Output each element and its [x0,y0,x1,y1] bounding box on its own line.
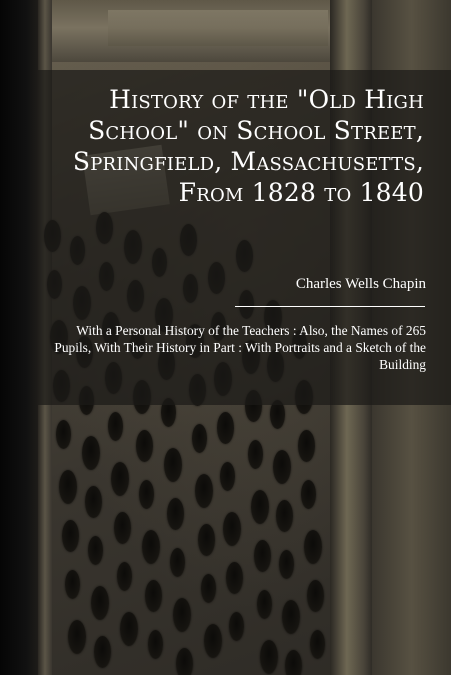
vent-hole [304,530,322,564]
vent-hole [120,612,138,646]
vent-hole [276,500,293,532]
vent-hole [139,480,154,509]
vent-hole [285,650,302,675]
vent-hole [136,430,153,462]
vent-hole [68,620,86,654]
vent-hole [273,450,291,484]
vent-hole [204,624,222,658]
vent-hole [254,540,271,572]
book-author: Charles Wells Chapin [295,276,426,292]
vent-hole [173,598,191,632]
vent-hole [301,480,316,509]
vent-hole [85,486,102,518]
vent-hole [82,436,100,470]
vent-hole [282,600,300,634]
title-divider [235,306,425,307]
vent-hole [195,474,213,508]
vent-hole [223,512,241,546]
vent-hole [88,536,103,565]
vent-hole [260,640,278,674]
vent-hole [65,570,80,599]
book-subtitle: With a Personal History of the Teachers : Also, the Names of 265 Pupils, With Their History in Part : With Portraits and a Sketch of the Building [54,323,426,372]
vent-hole [251,490,269,524]
vent-hole [117,562,132,591]
vent-hole [94,636,111,668]
vent-hole [298,430,315,462]
vent-hole [310,630,325,659]
vent-hole [170,548,185,577]
vent-hole [229,612,244,641]
vent-hole [257,590,272,619]
vent-hole [164,448,182,482]
vent-hole [220,462,235,491]
vent-hole [111,462,129,496]
cover-spine [0,0,38,675]
vent-hole [176,648,193,675]
vent-hole [59,470,77,504]
vent-hole [248,440,263,469]
vent-hole [148,630,163,659]
vent-hole [56,420,71,449]
vent-hole [91,586,109,620]
vent-hole [217,412,234,444]
vent-hole [108,412,123,441]
vent-hole [198,524,215,556]
background-locker-panel [108,10,328,46]
vent-hole [192,424,207,453]
vent-hole [279,550,294,579]
book-title: History of the "Old High School" on School Street, Springfield, Massachusetts, From 1828 to 1840 [72,85,424,207]
vent-hole [167,498,184,530]
vent-hole [201,574,216,603]
vent-hole [307,580,324,612]
vent-hole [142,530,160,564]
vent-hole [62,520,79,552]
vent-hole [226,562,243,594]
vent-hole [114,512,131,544]
vent-hole [145,580,162,612]
